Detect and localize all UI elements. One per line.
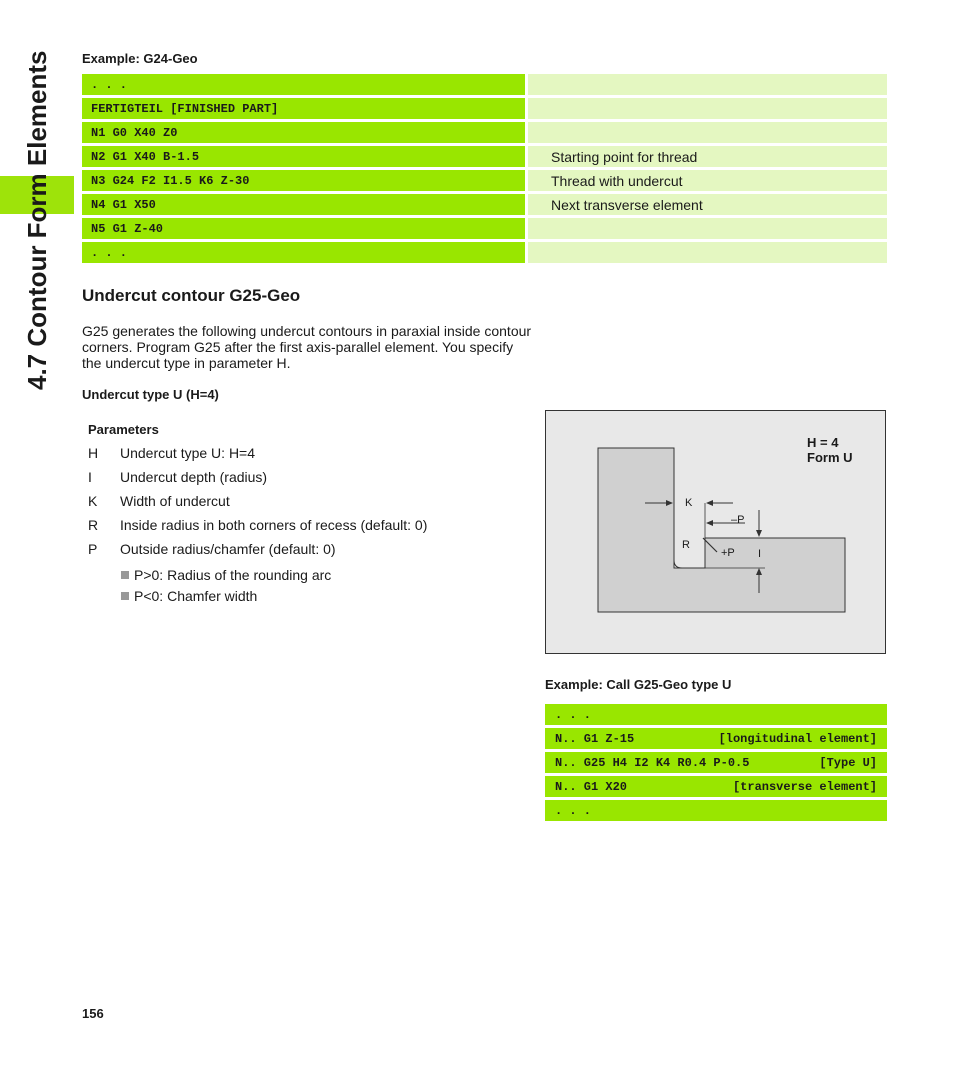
code-cell <box>545 800 887 821</box>
table-row <box>545 728 887 749</box>
example1-table <box>82 71 887 266</box>
diagram-title-line2: Form U <box>807 450 853 465</box>
table-row <box>545 800 887 821</box>
comment-cell: Next transverse element <box>528 194 887 215</box>
square-bullet-icon <box>121 571 129 579</box>
code-comment: [longitudinal element] <box>718 731 877 746</box>
bullet-item <box>121 567 331 583</box>
comment-cell <box>528 122 887 143</box>
code-cell: N5 G1 Z-40 <box>82 218 528 239</box>
undercut-type-subheading: Undercut type U (H=4) <box>82 387 219 402</box>
table-row <box>82 122 887 143</box>
code-cell: N4 G1 X50 <box>82 194 528 215</box>
table-row <box>82 242 887 263</box>
code-cell: . . . <box>82 242 528 263</box>
table-row <box>82 194 887 215</box>
param-key: P <box>88 541 98 557</box>
param-desc: Inside radius in both corners of recess (default: 0) <box>120 517 428 533</box>
comment-cell <box>528 98 887 119</box>
comment-cell: Thread with undercut <box>528 170 887 191</box>
section-paragraph: G25 generates the following undercut contours in paraxial inside contour corners. Program G25 after the first axis-parallel element. You specify the undercut type in parameter H. <box>82 323 532 371</box>
code-cell <box>545 752 887 773</box>
table-row <box>82 218 887 239</box>
bullet-text: P<0: Chamfer width <box>134 588 258 604</box>
table-row <box>82 146 887 167</box>
example2-label: Example: Call G25-Geo type U <box>545 677 732 692</box>
comment-cell <box>528 218 887 239</box>
label-r: R <box>682 539 690 551</box>
code-cell <box>545 728 887 749</box>
square-bullet-icon <box>121 592 129 600</box>
label-plus-p: +P <box>721 547 735 559</box>
param-desc: Undercut depth (radius) <box>120 469 268 485</box>
code-cell <box>545 704 887 725</box>
comment-cell: Starting point for thread <box>528 146 887 167</box>
code-comment: [transverse element] <box>732 779 877 794</box>
code-text: N.. G25 H4 I2 K4 R0.4 P-0.5 <box>555 755 750 770</box>
label-k: K <box>685 497 693 509</box>
code-cell: N1 G0 X40 Z0 <box>82 122 528 143</box>
code-cell: FERTIGTEIL [FINISHED PART] <box>82 98 528 119</box>
code-text: N.. G1 Z-15 <box>555 731 635 746</box>
bullet-item <box>121 588 257 604</box>
code-comment: [Type U] <box>819 755 877 770</box>
code-text: . . . <box>555 707 592 722</box>
param-key: R <box>88 517 99 533</box>
undercut-diagram <box>545 410 886 654</box>
table-row <box>82 74 887 95</box>
code-cell: N2 G1 X40 B-1.5 <box>82 146 528 167</box>
code-cell: . . . <box>82 74 528 95</box>
chapter-title: 4.7 Contour Form Elements <box>22 50 52 390</box>
param-key: H <box>88 445 99 461</box>
param-key: I <box>88 469 92 485</box>
diagram-title-line1: H = 4 <box>807 435 839 450</box>
table-row <box>82 98 887 119</box>
bullet-text: P>0: Radius of the rounding arc <box>134 567 332 583</box>
example1-label: Example: G24-Geo <box>82 51 198 66</box>
param-desc: Undercut type U: H=4 <box>120 445 256 461</box>
parameters-heading: Parameters <box>88 422 159 437</box>
label-i: I <box>758 548 762 560</box>
param-key: K <box>88 493 98 509</box>
table-row <box>545 752 887 773</box>
label-minus-p: –P <box>731 514 745 526</box>
example2-table <box>545 701 887 824</box>
page-number: 156 <box>82 1006 104 1021</box>
section-heading: Undercut contour G25-Geo <box>82 286 301 305</box>
table-row <box>545 704 887 725</box>
code-cell <box>545 776 887 797</box>
code-text: N.. G1 X20 <box>555 779 628 794</box>
code-cell: N3 G24 F2 I1.5 K6 Z-30 <box>82 170 528 191</box>
param-desc: Width of undercut <box>120 493 230 509</box>
code-text: . . . <box>555 803 592 818</box>
table-row <box>82 170 887 191</box>
table-row <box>545 776 887 797</box>
comment-cell <box>528 74 887 95</box>
param-desc: Outside radius/chamfer (default: 0) <box>120 541 336 557</box>
comment-cell <box>528 242 887 263</box>
